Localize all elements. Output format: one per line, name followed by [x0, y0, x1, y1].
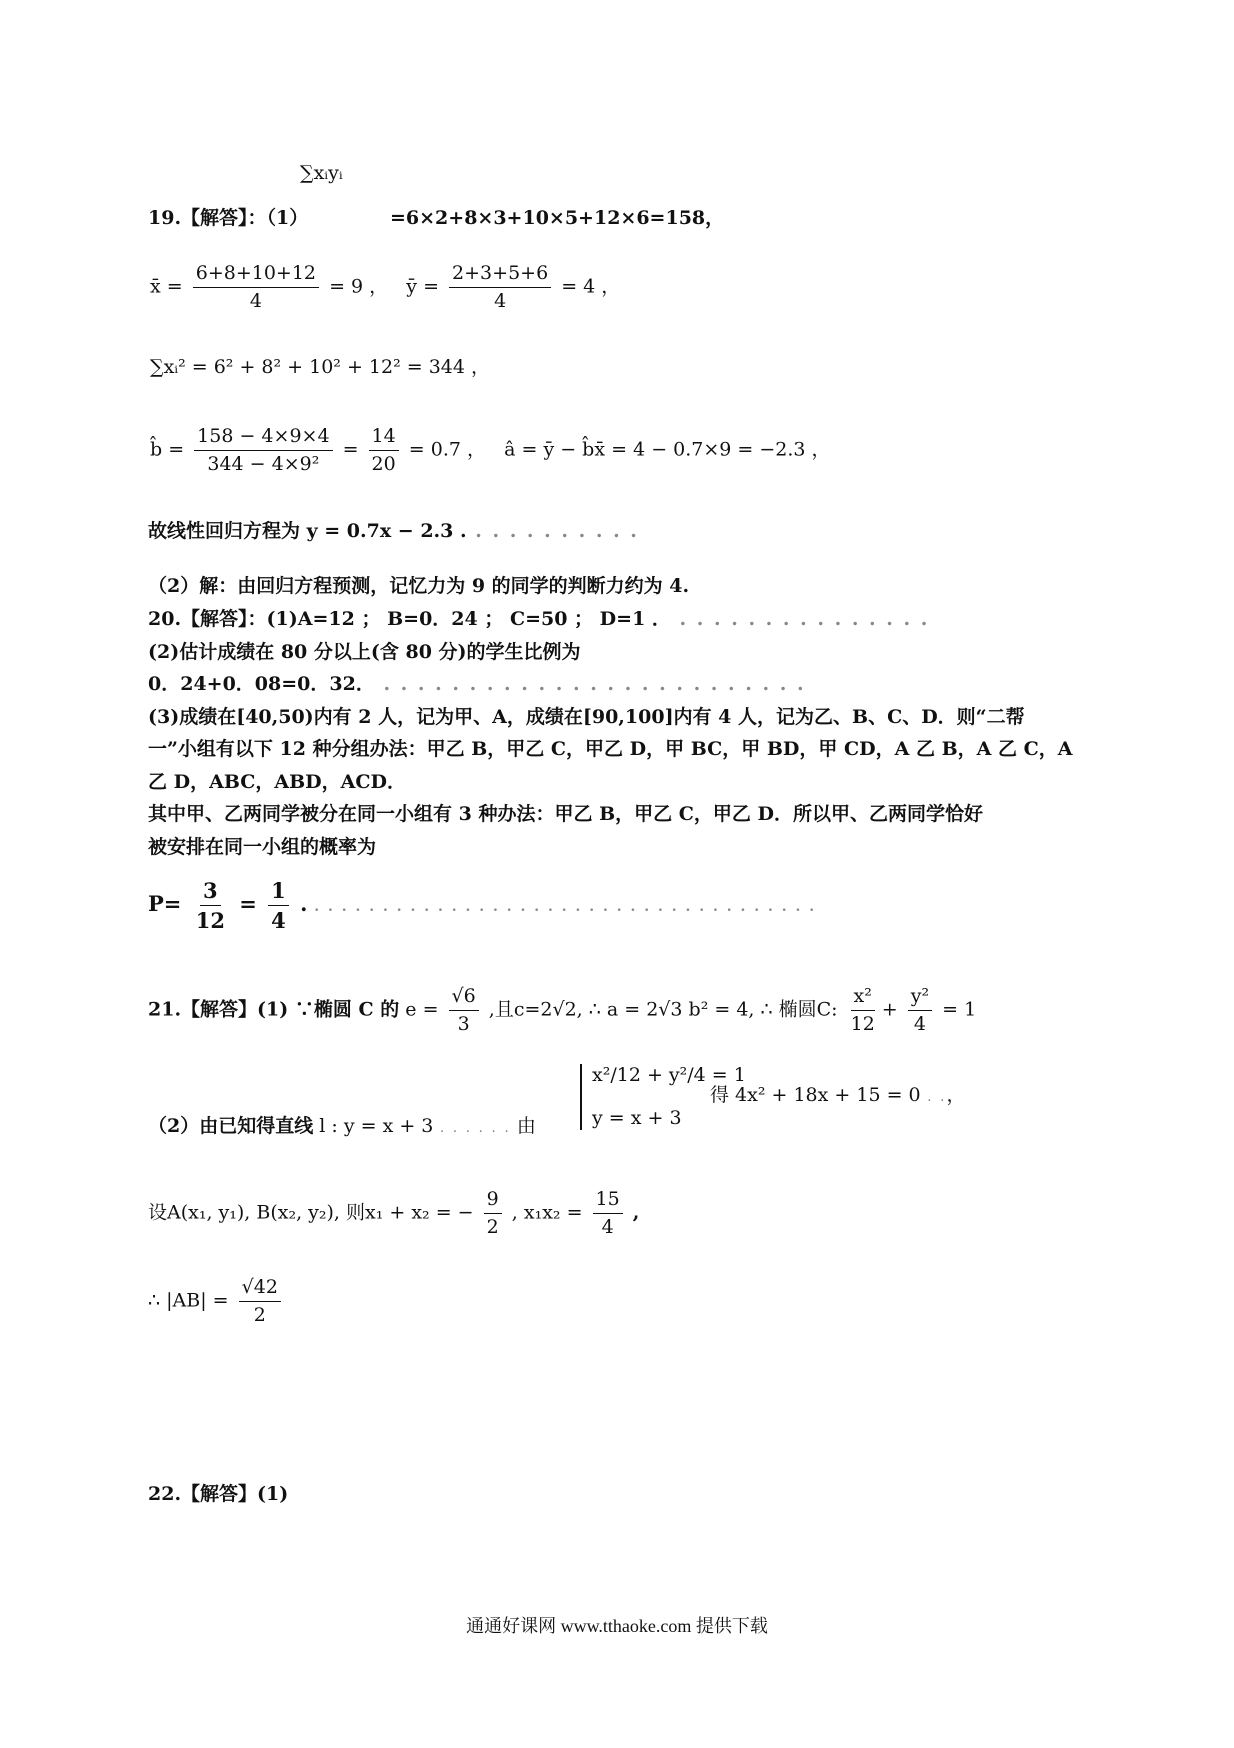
- q21-quadratic: 得 4x² + 18x + 15 = 0 . .，: [710, 1084, 966, 1106]
- q19-part2: （2）解：由回归方程预测，记忆力为 9 的同学的判断力约为 4.: [148, 575, 690, 597]
- q20-line5: 一”小组有以下 12 种分组办法：甲乙 B，甲乙 C，甲乙 D，甲 BC，甲 BD，甲 CD，A 乙 B，A 乙 C，A: [148, 738, 1073, 760]
- q21-part2-intro: （2）由已知得直线 l : y = x + 3 . . . . . . 由: [148, 1115, 536, 1137]
- q19-bhat-line: b̂ = $\frac{158 - 4\times 9\times 4}{\text{344 − 4×9²}}$ = $\frac{14}{20}$ = 0.7 ， â = ȳ − b̂x̄ = 4 − 0.7×9 = −2.3 ，: [150, 425, 831, 475]
- sum-xy-expression: ∑xᵢyᵢ: [300, 162, 343, 184]
- q21-ab: ∴ |AB| = $\frac{√42}{2}$: [148, 1276, 285, 1327]
- q19-label: 19.【解答】：（1）: [148, 207, 309, 229]
- q20-line3: 0．24+0．08=0．32． . . . . . . . . . . . . . . . . . . . . . . . . .: [148, 673, 806, 695]
- q20-line6: 乙 D，ABC，ABD，ACD．: [148, 771, 406, 793]
- footer-source: 通通好课网 www.tthaoke.com 提供下载: [466, 1616, 768, 1636]
- q20-line8: 被安排在同一小组的概率为: [148, 836, 377, 858]
- q19-means-line: x̄ = $\frac{6+8+10+12}{4}$ = 9 ， ȳ = $\frac{2+3+5+6}{4}$ = 4 ，: [150, 262, 621, 312]
- q20-line2: (2)估计成绩在 80 分以上(含 80 分)的学生比例为: [148, 641, 581, 663]
- q20-line7: 其中甲、乙两同学被分在同一小组有 3 种办法：甲乙 B，甲乙 C，甲乙 D．所以甲、乙两同学恰好: [148, 803, 983, 825]
- q22-label: 22.【解答】(1): [148, 1483, 289, 1505]
- q20-probability: P= $\frac{3}{12}$ = $\frac{1}{4}$ . . . . . . . . . . . . . . . . . . . . . . . . . . . . . . . . . . . . . .: [148, 878, 817, 934]
- q20-line1: 20.【解答】：(1)A=12 ； B=0．24 ； C=50 ； D=1 ． . . . . . . . . . . . . . . .: [148, 608, 930, 630]
- q20-line4: (3)成绩在[40,50)内有 2 人，记为甲、A，成绩在[90,100]内有 4 人，记为乙、B、C、D．则“二帮: [148, 706, 1025, 728]
- q21-vieta: 设A(x₁, y₁), B(x₂, y₂), 则x₁ + x₂ = − $\frac{9}{2}$ , x₁x₂ = $\frac{15}{4}$ ,: [148, 1188, 640, 1238]
- q19-sum-x2: ∑xᵢ² = 6² + 8² + 10² + 12² = 344 ，: [150, 356, 491, 378]
- q19-conclusion: 故线性回归方程为 y = 0.7x − 2.3 . . . . . . . . . . .: [148, 520, 639, 542]
- q21-part1: 21.【解答】(1) ∵椭圆 C 的 e = $\frac{√6}{3}$ ,且c=2√2, ∴ a = 2√3 b² = 4, ∴ 椭圆C: $\frac{\text{x²}}{12}$ + $\frac{\text{y²}}{4}$ = 1: [148, 985, 977, 1035]
- q19-sum-calc: =6×2+8×3+10×5+12×6=158，: [390, 207, 725, 229]
- q21-system: x²/12 + y²/4 = 1 y = x + 3: [580, 1064, 746, 1130]
